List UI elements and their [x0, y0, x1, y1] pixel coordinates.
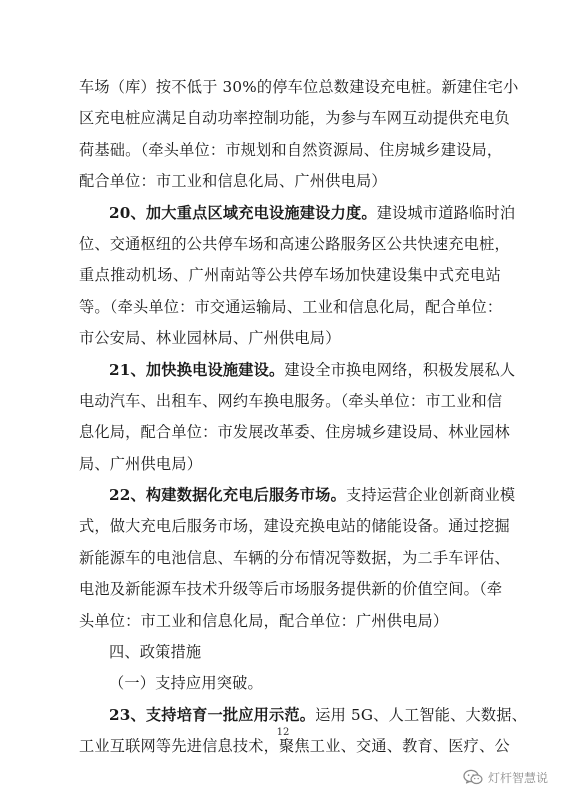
line-text: 建设城市道路临时泊 [376, 203, 516, 222]
text-line [79, 103, 510, 134]
line-text: 式，做大充电后服务市场，建设充换电站的储能设备。通过挖掘 [79, 517, 510, 536]
line-text: 车场（库）按不低于 30%的停车位总数建设充电桩。新建住宅小 [79, 78, 519, 96]
line-text: 等。（牵头单位：市交通运输局、工业和信息化局，配合单位： [79, 297, 503, 316]
line-text: 头单位：市工业和信息化局，配合单位：广州供电局） [79, 611, 449, 630]
line-text: 运用 5G、人工智能、大数据、 [315, 705, 528, 724]
line-text: 支持运营企业创新商业模 [345, 486, 516, 505]
line-text: 四、政策措施 [109, 643, 202, 662]
text-line [79, 229, 510, 260]
line-text: 电池及新能源车技术升级等后市场服务提供新的价值空间。（牵 [79, 580, 503, 599]
watermark-text: 灯杆智慧说 [487, 771, 548, 785]
wechat-icon [463, 769, 483, 786]
text-line [79, 449, 501, 480]
line-text: 局、广州供电局） [79, 454, 203, 473]
line-text: 工业互联网等先进信息技术，聚焦工业、交通、教育、医疗、公 [79, 737, 510, 756]
text-line [79, 198, 516, 229]
item-heading: 20、加大重点区域充电设施建设力度。 [109, 203, 377, 222]
text-line [79, 292, 501, 323]
text-line [79, 668, 501, 699]
page-number: 12 [276, 727, 290, 738]
text-line [79, 166, 501, 197]
text-line [79, 386, 501, 417]
text-line [79, 606, 501, 637]
line-text: 电动汽车、出租车、网约车换电服务。（牵头单位：市工业和信 [79, 391, 503, 410]
document-body [79, 72, 528, 763]
line-text: 建设全市换电网络，积极发展私人 [284, 360, 516, 379]
line-text: 新能源车的电池信息、车辆的分布情况等数据，为二手车评估、 [79, 548, 510, 567]
text-line [79, 417, 510, 448]
text-line [79, 574, 501, 605]
text-line [79, 323, 501, 354]
text-line [79, 543, 510, 574]
text-line [79, 135, 501, 166]
text-line [79, 72, 519, 103]
line-text: 重点推动机场、广州南站等公共停车场加快建设集中式充电站 [79, 266, 501, 285]
item-heading: 22、构建数据化充电后服务市场。 [109, 486, 346, 505]
line-text: （一）支持应用突破。 [109, 674, 263, 693]
item-heading: 23、支持培育一批应用示范。 [109, 705, 316, 724]
line-text: 位、交通枢纽的公共停车场和高速公路服务区公共快速充电桩， [79, 234, 510, 253]
text-line [79, 260, 501, 291]
item-heading: 21、加快换电设施建设。 [109, 360, 285, 379]
text-line [79, 511, 510, 542]
line-text: 配合单位：市工业和信息化局、广州供电局） [79, 172, 387, 191]
watermark [463, 769, 548, 786]
line-text: 荷基础。（牵头单位：市规划和自然资源局、住房城乡建设局， [79, 140, 503, 159]
text-line [79, 480, 516, 511]
line-text: 息化局，配合单位：市发展改革委、住房城乡建设局、林业园林 [79, 423, 510, 442]
line-text: 市公安局、林业园林局、广州供电局） [79, 329, 341, 348]
line-text: 区充电桩应满足自动功率控制功能，为参与车网互动提供充电负 [79, 109, 510, 128]
text-line [79, 355, 516, 386]
text-line [79, 637, 501, 668]
